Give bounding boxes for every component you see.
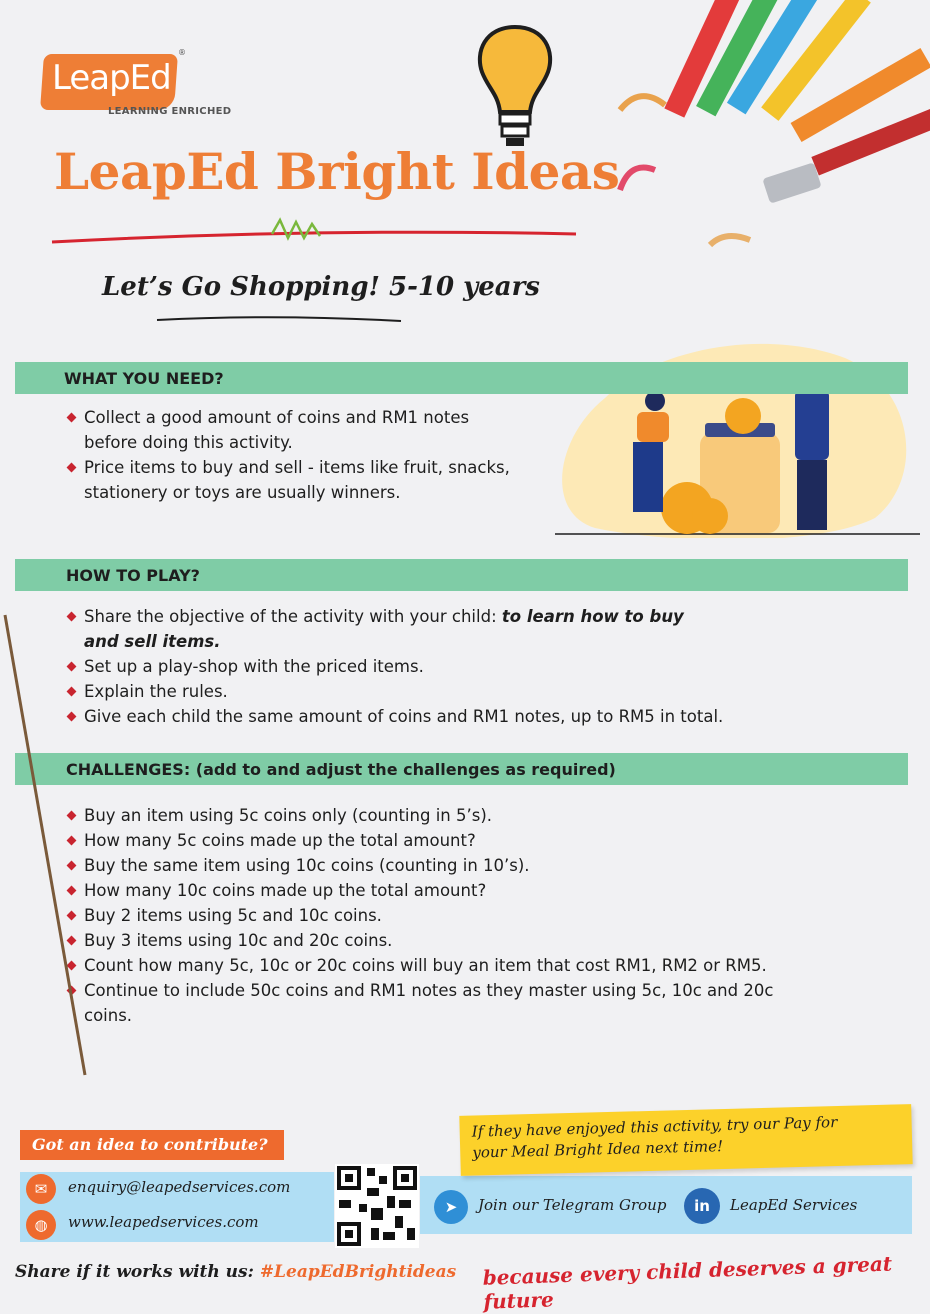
bullet-diamond-icon — [67, 413, 77, 423]
list-item-text: Continue to include 50c coins and RM1 notes as they master using 5c, 10c and 20c — [84, 981, 774, 1000]
bullet-diamond-icon — [67, 463, 77, 473]
share-prefix: Share if it works with us: — [15, 1262, 260, 1282]
list-item-text: Price items to buy and sell - items like fruit, snacks, — [84, 458, 510, 477]
globe-icon: ◍ — [26, 1210, 56, 1240]
list-item — [66, 679, 886, 704]
challenges-list — [66, 803, 896, 1028]
list-item — [66, 803, 896, 828]
email-link[interactable]: enquiry@leapedservices.com — [68, 1178, 291, 1196]
list-item-text: stationery or toys are usually winners. — [84, 483, 401, 502]
telegram-icon[interactable]: ➤ — [434, 1190, 468, 1224]
notebook-line-decoration — [0, 610, 90, 1080]
list-item-text: Explain the rules. — [84, 682, 228, 701]
contribute-label: Got an idea to contribute? — [20, 1130, 284, 1160]
list-item-text: Collect a good amount of coins and RM1 notes — [84, 408, 470, 427]
list-item-text: coins. — [84, 1006, 133, 1025]
linkedin-link[interactable]: LeapEd Services — [730, 1196, 858, 1214]
list-item-text: How many 5c coins made up the total amount? — [84, 831, 476, 850]
list-item — [66, 953, 896, 978]
objective-emphasis: to learn how to buy — [501, 607, 684, 626]
shaving — [620, 168, 655, 191]
list-item-text: Buy the same item using 10c coins (counting in 10’s). — [84, 856, 530, 875]
linkedin-icon[interactable]: in — [684, 1188, 720, 1224]
subtitle-underline — [155, 312, 405, 326]
objective-emphasis: and sell items. — [84, 632, 221, 651]
list-item-text: Buy 3 items using 10c and 20c coins. — [84, 931, 393, 950]
website-link[interactable]: www.leapedservices.com — [68, 1213, 259, 1231]
list-item — [66, 604, 886, 654]
list-item — [66, 405, 566, 455]
list-item — [66, 455, 566, 505]
list-item-text: before doing this activity. — [84, 433, 293, 452]
registered-mark: ® — [178, 48, 186, 57]
telegram-link[interactable]: Join our Telegram Group — [478, 1196, 667, 1214]
logo-tagline: LEARNING ENRICHED — [108, 106, 232, 117]
list-item-text: Set up a play-shop with the priced items. — [84, 657, 424, 676]
list-item — [66, 704, 886, 729]
pencils-decoration — [600, 0, 930, 260]
logo-text: LeapEd — [52, 58, 171, 98]
shaving — [620, 96, 665, 110]
what-you-need-list — [66, 405, 566, 505]
lightbulb-icon — [470, 22, 560, 152]
shaving — [710, 236, 750, 245]
section-title-how-to-play: HOW TO PLAY? — [66, 566, 200, 585]
list-item — [66, 828, 896, 853]
envelope-icon: ✉ — [26, 1174, 56, 1204]
list-item-text: Buy 2 items using 5c and 10c coins. — [84, 906, 382, 925]
list-item — [66, 903, 896, 928]
list-item-text: Count how many 5c, 10c or 20c coins will buy an item that cost RM1, RM2 or RM5. — [84, 956, 767, 975]
section-title-challenges: CHALLENGES: (add to and adjust the challenges as required) — [66, 760, 616, 779]
list-item-text: Give each child the same amount of coins and RM1 notes, up to RM5 in total. — [84, 707, 724, 726]
list-item-text: Buy an item using 5c coins only (counting in 5’s). — [84, 806, 493, 825]
list-item — [66, 978, 896, 1028]
list-item — [66, 878, 896, 903]
slogan: because every child deserves a great future — [482, 1251, 893, 1314]
how-to-play-list — [66, 604, 886, 729]
list-item-text: Share the objective of the activity with your child: — [84, 607, 502, 626]
title-underline — [50, 210, 580, 250]
list-item — [66, 928, 896, 953]
list-item-text: How many 10c coins made up the total amount? — [84, 881, 487, 900]
sharpener — [762, 162, 821, 203]
page-title: LeapEd Bright Ideas — [54, 142, 620, 201]
note-line: If they have enjoyed this activity, try our Pay for — [471, 1113, 838, 1141]
activity-subtitle: Let’s Go Shopping! 5-10 years — [102, 272, 540, 302]
qr-code[interactable] — [335, 1164, 419, 1248]
share-prompt — [15, 1262, 456, 1282]
list-item — [66, 853, 896, 878]
section-title-what-you-need: WHAT YOU NEED? — [64, 369, 224, 388]
note-line: your Meal Bright Idea next time! — [472, 1137, 724, 1162]
hashtag-link[interactable]: #LeapEdBrightideas — [259, 1262, 457, 1282]
list-item — [66, 654, 886, 679]
